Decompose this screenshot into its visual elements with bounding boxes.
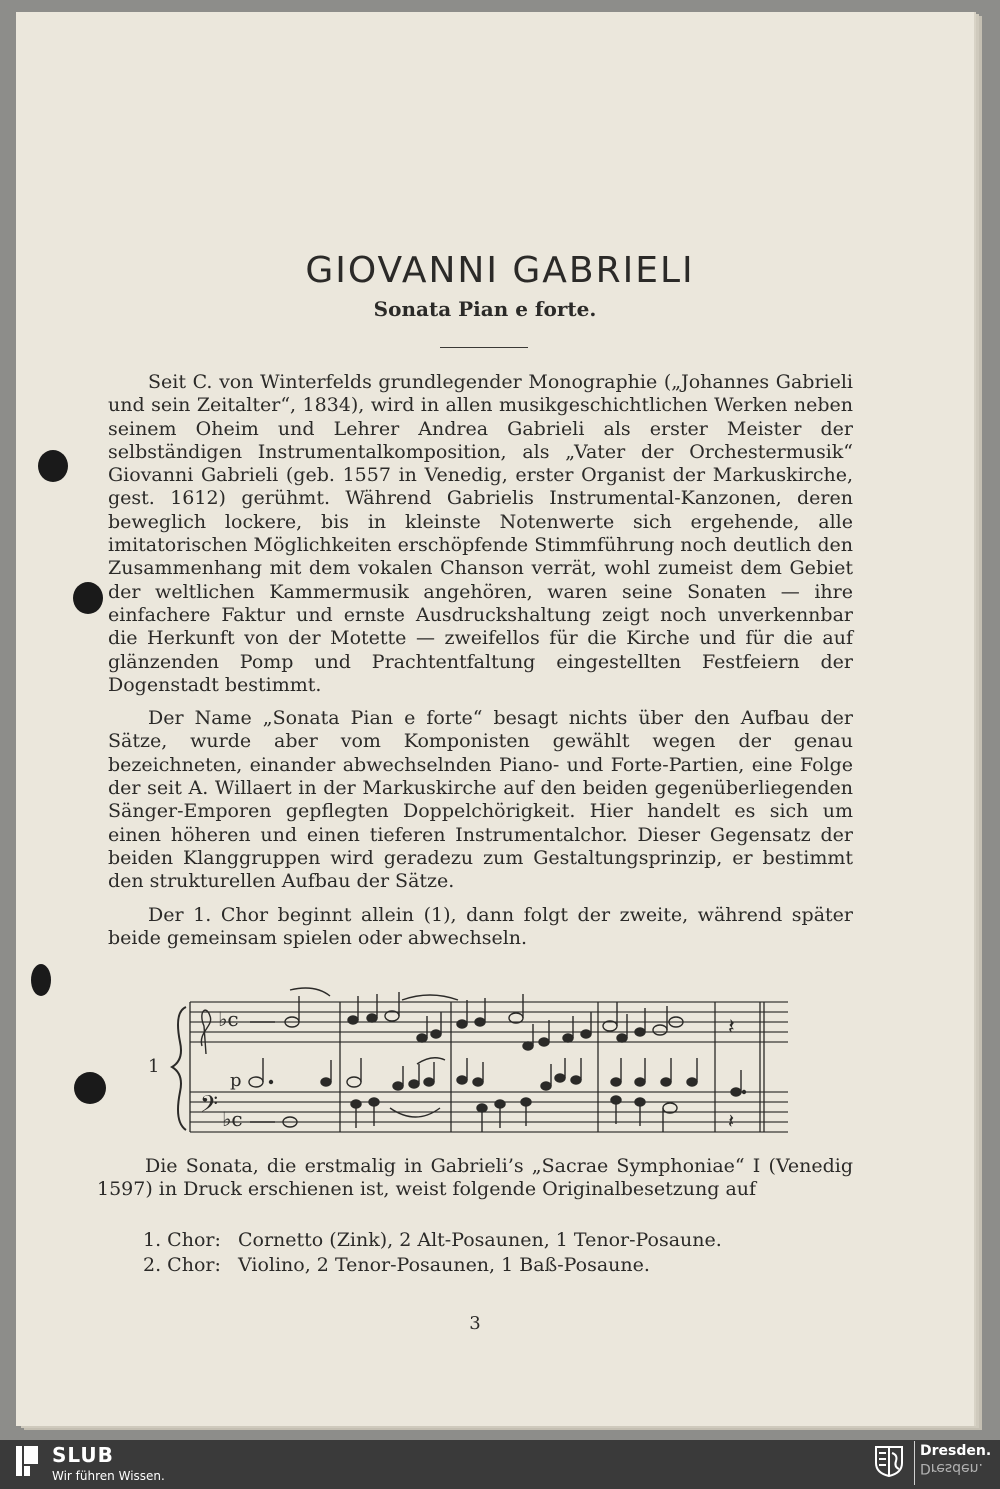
music-example <box>140 982 800 1140</box>
page-number: 3 <box>469 1313 481 1334</box>
paragraph: Seit C. von Winterfelds grundlegender Monographie („Johannes Gabrieli und sein Zeitalter“, 1834), wird in allen musikgeschichtlichen Werken neben seinem Oheim und Lehrer Andrea Gabrieli als erster Meister der selbständigen Instrumentalkomposition, als „Vater der Orchestermusik“ Giovanni Gabrieli (geb. 1557 in Venedig, erster Organist der Markuskirche, gest. 1612) gerühmt. Während Gabrielis Instrumental-Kanzonen, deren beweglich lockere, bis in kleinste Notenwerte sich ergehende, alle imitatorischen Möglichkeiten erschöpfende Stimmführung noch deutlich den Zusammenhang mit dem vokalen Chanson verrät, wohl zumeist dem Gebiet der weltlichen Kammermusik angehören, waren seine Sonaten — ihre einfachere Faktur und ernste Ausdruckshaltung zeigt noch unverkennbar die Herkunft von der Motette — zweifellos für die Kirche und für die auf glänzenden Pomp und Prachtentfaltung eingestellten Festfeiern der Dogenstadt bestimmt. <box>108 371 853 696</box>
punch-hole <box>38 450 68 482</box>
slub-logo-icon[interactable] <box>16 1446 38 1476</box>
notes <box>200 988 746 1133</box>
punch-hole <box>73 582 103 614</box>
paragraph: Der Name „Sonata Pian e forte“ besagt nichts über den Aufbau der Sätze, wurde aber vom Komponisten gewählt wegen der genau bezeichneten, einander abwechselnden Piano- und Forte-Partien, eine Folge der seit A. Willaert in der Markuskirche auf den beiden gegenüberliegenden Sänger-Emporen gepflegten Doppelchörigkeit. Hier handelt es sich um einen höheren und einen tieferen Instrumentalchor. Dieser Gegensatz der beiden Klanggruppen wird geradezu zum Gestaltungsprinzip, er bestimmt den strukturellen Aufbau der Sätze. <box>108 707 853 893</box>
scoring-intro <box>97 1155 853 1202</box>
page-subtitle: Sonata Pian e forte. <box>373 297 597 321</box>
choir-label: 2. Chor: <box>143 1254 221 1276</box>
title-divider <box>440 347 528 348</box>
choir-label: 1. Chor: <box>143 1229 221 1251</box>
svg-text:♭c: ♭c <box>222 1107 243 1131</box>
scoring-row <box>143 1228 722 1253</box>
slub-brand[interactable]: SLUB <box>52 1443 114 1467</box>
paragraph: Der 1. Chor beginnt allein (1), dann folgt der zweite, während später beide gemeinsam spielen oder abwechseln. <box>108 903 853 949</box>
dresden-crest-icon[interactable] <box>874 1445 904 1477</box>
scoring-list <box>143 1228 722 1278</box>
bass-staff <box>190 1092 788 1132</box>
scoring-row <box>143 1253 722 1278</box>
example-number: 1 <box>148 1056 160 1077</box>
page-title: GIOVANNI GABRIELI <box>305 250 695 291</box>
footer-separator <box>914 1441 915 1485</box>
dresden-wordmark-reflection: Dresden. <box>920 1460 983 1476</box>
choir-instruments: Cornetto (Zink), 2 Alt-Posaunen, 1 Tenor-Posaune. <box>238 1229 722 1251</box>
svg-text:♭c: ♭c <box>218 1007 239 1031</box>
footer-bar <box>0 1440 1000 1489</box>
choir-instruments: Violino, 2 Tenor-Posaunen, 1 Baß-Posaune. <box>238 1254 650 1276</box>
punch-hole <box>74 1072 106 1104</box>
treble-staff <box>190 1002 788 1042</box>
svg-text:p: p <box>230 1070 242 1091</box>
paragraph: Die Sonata, die erstmalig in Gabrieli’s „Sacrae Symphoniae“ I (Venedig 1597) in Druck erschienen ist, weist folgende Originalbesetzung auf <box>97 1155 853 1201</box>
svg-text:𝄽: 𝄽 <box>728 1015 735 1040</box>
dresden-wordmark[interactable]: Dresden. <box>920 1443 992 1459</box>
svg-text:𝄢: 𝄢 <box>200 1090 219 1123</box>
score-brace <box>172 1007 186 1130</box>
svg-text:𝄽: 𝄽 <box>728 1109 735 1133</box>
slub-tagline: Wir führen Wissen. <box>52 1469 165 1483</box>
article-body <box>108 371 853 960</box>
punch-hole <box>31 964 51 996</box>
